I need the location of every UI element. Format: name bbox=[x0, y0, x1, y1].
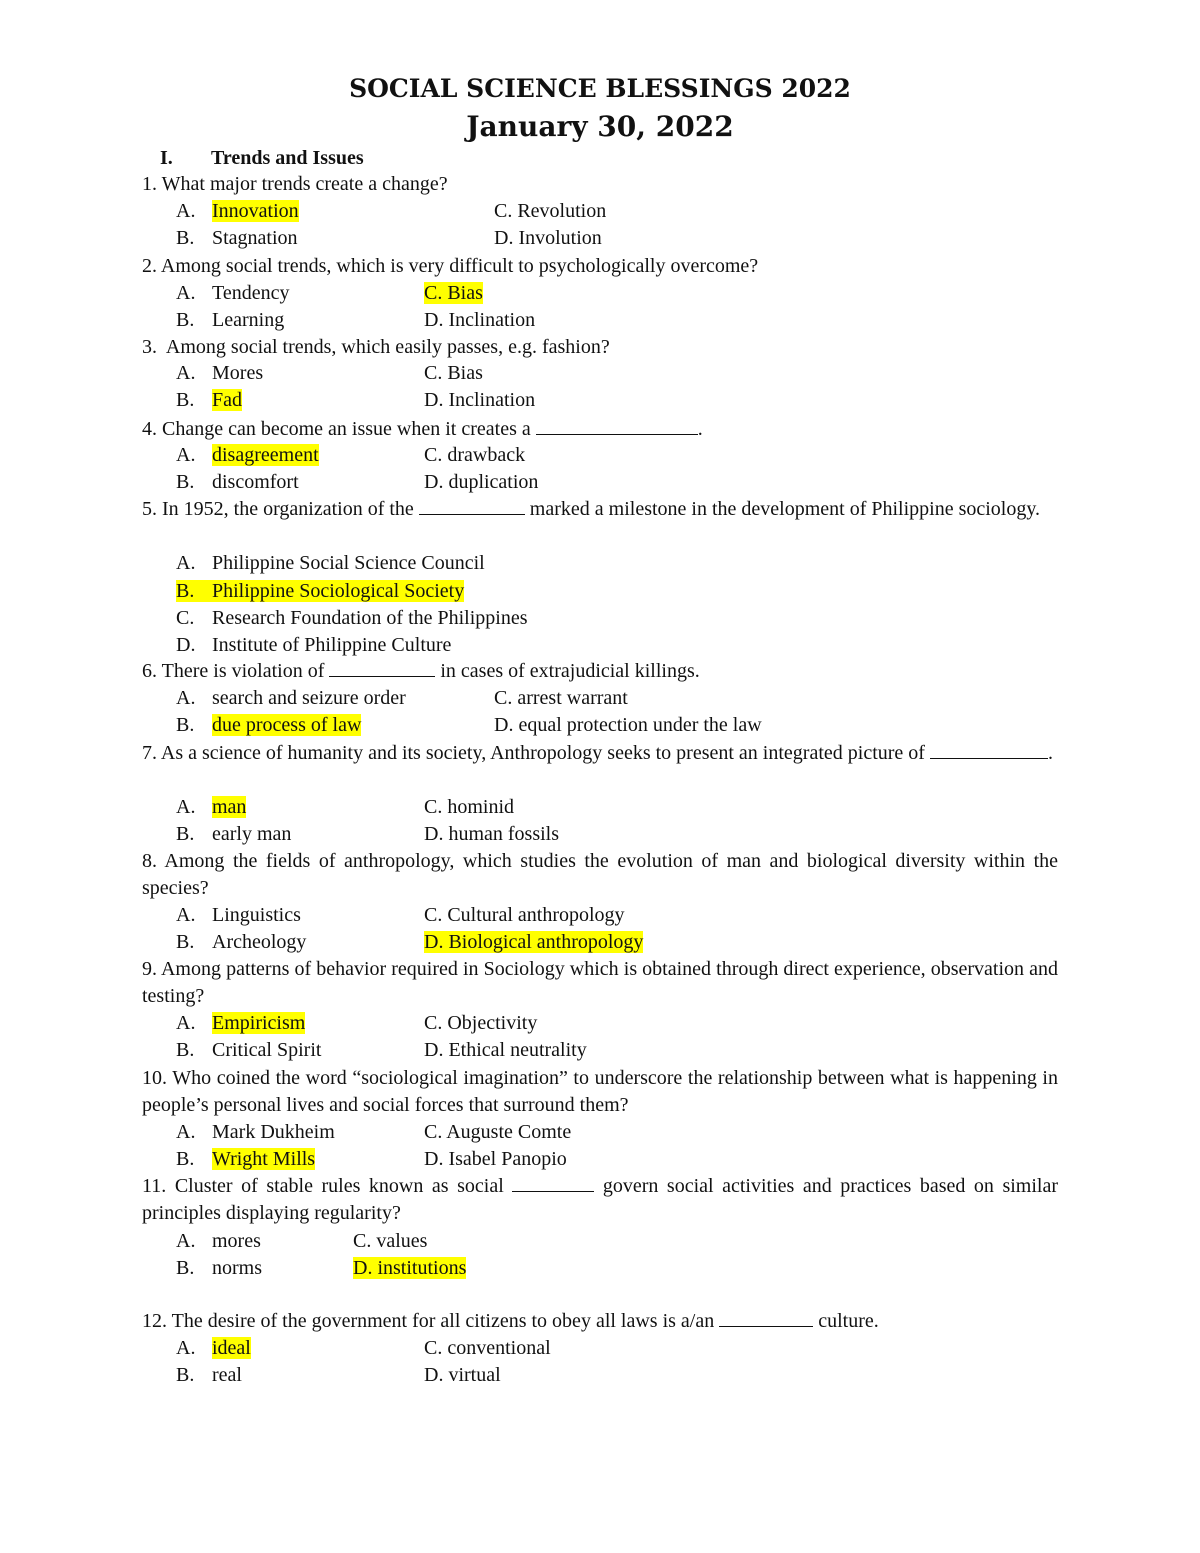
option-11d: D. institutions bbox=[353, 1257, 467, 1279]
option-2c: C. Bias bbox=[424, 282, 483, 304]
option-7c: C. hominid bbox=[424, 796, 515, 818]
option-6b: B. due process of law bbox=[176, 714, 362, 736]
option-12a: A. ideal bbox=[176, 1337, 251, 1359]
option-11b: B. norms bbox=[176, 1257, 262, 1279]
question-7: 7. As a science of humanity and its society, Anthropology seeks to present an integrated picture of . bbox=[142, 742, 1053, 764]
question-8: 8. Among the fields of anthropology, which studies the evolution of man and biological diversity within the species? bbox=[142, 850, 1058, 899]
option-10b: B. Wright Mills bbox=[176, 1148, 316, 1170]
option-4d: D. duplication bbox=[424, 471, 539, 493]
option-2d: D. Inclination bbox=[424, 309, 536, 331]
question-3: 3. Among social trends, which easily passes, e.g. fashion? bbox=[142, 336, 610, 358]
option-3a: A. Mores bbox=[176, 362, 264, 384]
option-12c: C. conventional bbox=[424, 1337, 551, 1359]
option-9c: C. Objectivity bbox=[424, 1012, 538, 1034]
option-9b: B. Critical Spirit bbox=[176, 1039, 322, 1061]
option-6c: C. arrest warrant bbox=[494, 687, 628, 709]
document-title: SOCIAL SCIENCE BLESSINGS 2022 bbox=[349, 74, 851, 103]
question-10: 10. Who coined the word “sociological imagination” to underscore the relationship between what is happening in people’s personal lives and social forces that surround them? bbox=[142, 1067, 1058, 1116]
option-3d: D. Inclination bbox=[424, 389, 536, 411]
section-title: Trends and Issues bbox=[211, 147, 364, 169]
option-5a: A. Philippine Social Science Council bbox=[176, 552, 485, 574]
answer-blank bbox=[719, 1308, 813, 1327]
answer-blank bbox=[329, 658, 435, 677]
question-2: 2. Among social trends, which is very difficult to psychologically overcome? bbox=[142, 255, 759, 277]
option-5b: B. Philippine Sociological Society bbox=[176, 580, 465, 602]
question-9: 9. Among patterns of behavior required in Sociology which is obtained through direct experience, observation and testing? bbox=[142, 958, 1058, 1007]
option-10a: A. Mark Dukheim bbox=[176, 1121, 335, 1143]
answer-blank bbox=[930, 740, 1048, 759]
document-date: January 30, 2022 bbox=[466, 110, 734, 143]
question-12: 12. The desire of the government for all citizens to obey all laws is a/an culture. bbox=[142, 1310, 879, 1332]
option-2b: B. Learning bbox=[176, 309, 285, 331]
option-5d: D. Institute of Philippine Culture bbox=[176, 634, 452, 656]
option-3c: C. Bias bbox=[424, 362, 483, 384]
option-9a: A. Empiricism bbox=[176, 1012, 306, 1034]
option-8c: C. Cultural anthropology bbox=[424, 904, 625, 926]
question-5: 5. In 1952, the organization of the marked a milestone in the development of Philippine sociology. bbox=[142, 498, 1041, 520]
option-6d: D. equal protection under the law bbox=[494, 714, 762, 736]
option-4a: A. disagreement bbox=[176, 444, 319, 466]
option-8d: D. Biological anthropology bbox=[424, 931, 644, 953]
option-4c: C. drawback bbox=[424, 444, 526, 466]
option-5c: C. Research Foundation of the Philippines bbox=[176, 607, 528, 629]
option-7a: A. man bbox=[176, 796, 247, 818]
option-11c: C. values bbox=[353, 1230, 428, 1252]
answer-blank bbox=[512, 1173, 594, 1192]
option-3b: B. Fad bbox=[176, 389, 242, 411]
option-8a: A. Linguistics bbox=[176, 904, 301, 926]
option-6a: A. search and seizure order bbox=[176, 687, 406, 709]
option-1b: B. Stagnation bbox=[176, 227, 298, 249]
option-10c: C. Auguste Comte bbox=[424, 1121, 572, 1143]
option-1c: C. Revolution bbox=[494, 200, 607, 222]
option-2a: A. Tendency bbox=[176, 282, 290, 304]
option-10d: D. Isabel Panopio bbox=[424, 1148, 567, 1170]
option-12d: D. virtual bbox=[424, 1364, 501, 1386]
option-12b: B. real bbox=[176, 1364, 242, 1386]
option-9d: D. Ethical neutrality bbox=[424, 1039, 587, 1061]
option-11a: A. mores bbox=[176, 1230, 261, 1252]
answer-blank bbox=[536, 416, 698, 435]
option-7d: D. human fossils bbox=[424, 823, 559, 845]
section-number: I. bbox=[160, 147, 173, 169]
option-8b: B. Archeology bbox=[176, 931, 307, 953]
question-1: 1. What major trends create a change? bbox=[142, 173, 448, 195]
question-4: 4. Change can become an issue when it creates a . bbox=[142, 418, 703, 440]
question-6: 6. There is violation of in cases of extrajudicial killings. bbox=[142, 660, 700, 682]
option-7b: B. early man bbox=[176, 823, 292, 845]
option-1a: A. Innovation bbox=[176, 200, 299, 222]
answer-blank bbox=[419, 496, 525, 515]
question-11: 11. Cluster of stable rules known as social govern social activities and practices based on similar principles displaying regularity? bbox=[142, 1175, 1059, 1224]
option-1d: D. Involution bbox=[494, 227, 602, 249]
option-4b: B. discomfort bbox=[176, 471, 299, 493]
section-heading bbox=[160, 145, 364, 171]
